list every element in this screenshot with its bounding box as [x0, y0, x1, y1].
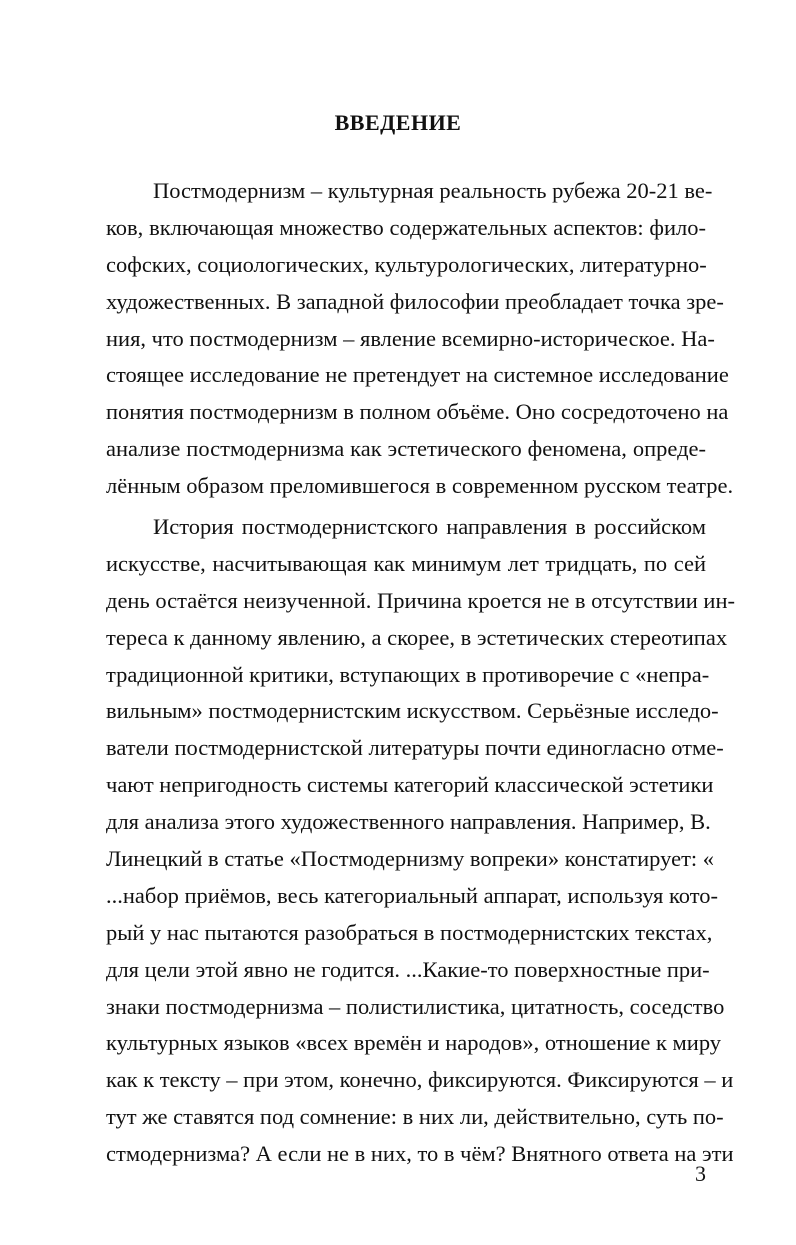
text-line: как к тексту – при этом, конечно, фиксируются. Фиксируются – и [106, 1067, 734, 1093]
text-line: вильным» постмодернистским искусством. Серьёзные исследо- [106, 698, 719, 724]
text-line: стоящее исследование не претендует на системное исследование [106, 362, 729, 388]
paragraph-1 [106, 173, 734, 505]
text-line: Линецкий в статье «Постмодернизму вопреки» констатирует: « [106, 846, 715, 872]
text-line: день остаётся неизученной. Причина кроется не в отсутствии ин- [106, 587, 736, 613]
text-line: ния, что постмодернизм – явление всемирно-историческое. На- [106, 325, 715, 351]
text-line: ватели постмодернистской литературы почти единогласно отме- [106, 735, 724, 761]
text-line: ...набор приёмов, весь категориальный аппарат, используя кото- [106, 882, 719, 908]
paragraph-2 [106, 509, 736, 1173]
text-line: лённым образом преломившегося в современном русском театре. [106, 473, 734, 499]
text-line: софских, социологических, культурологических, литературно- [106, 251, 707, 277]
text-line: анализе постмодернизма как эстетического феномена, опреде- [106, 436, 706, 462]
text-line: ков, включающая множество содержательных аспектов: фило- [106, 214, 706, 240]
text-line: традиционной критики, вступающих в противоречие с «непра- [106, 661, 710, 687]
text-line: рый у нас пытаются разобраться в постмодернистских текстах, [106, 919, 713, 945]
text-line: для цели этой явно не годится. ...Какие-то поверхностные при- [106, 956, 710, 982]
text-line: чают непригодность системы категорий классической эстетики [106, 772, 714, 798]
text-line: Постмодернизм – культурная реальность рубежа 20-21 ве- [153, 178, 713, 203]
text-line: стмодернизма? А если не в них, то в чём? Внятного ответа на эти [106, 1141, 734, 1167]
text-line: для анализа этого художественного направления. Например, В. [106, 809, 711, 835]
text-line: тереса к данному явлению, а скорее, в эстетических стереотипах [106, 624, 728, 650]
text-line: знаки постмодернизма – полистилистика, цитатность, соседство [106, 993, 725, 1019]
text-line: История постмодернистского направления в российском [153, 514, 706, 539]
text-line: культурных языков «всех времён и народов», отношение к миру [106, 1030, 722, 1056]
chapter-heading: ВВЕДЕНИЕ [334, 110, 462, 135]
text-line: тут же ставятся под сомнение: в них ли, действительно, суть по- [106, 1104, 724, 1130]
text-line: художественных. В западной философии преобладает точка зре- [106, 288, 724, 314]
text-line: понятия постмодернизм в полном объёме. Оно сосредоточено на [106, 399, 729, 425]
page-number: 3 [695, 1161, 706, 1186]
text-line: искусстве, насчитывающая как минимум лет тридцать, по сей [106, 550, 706, 576]
